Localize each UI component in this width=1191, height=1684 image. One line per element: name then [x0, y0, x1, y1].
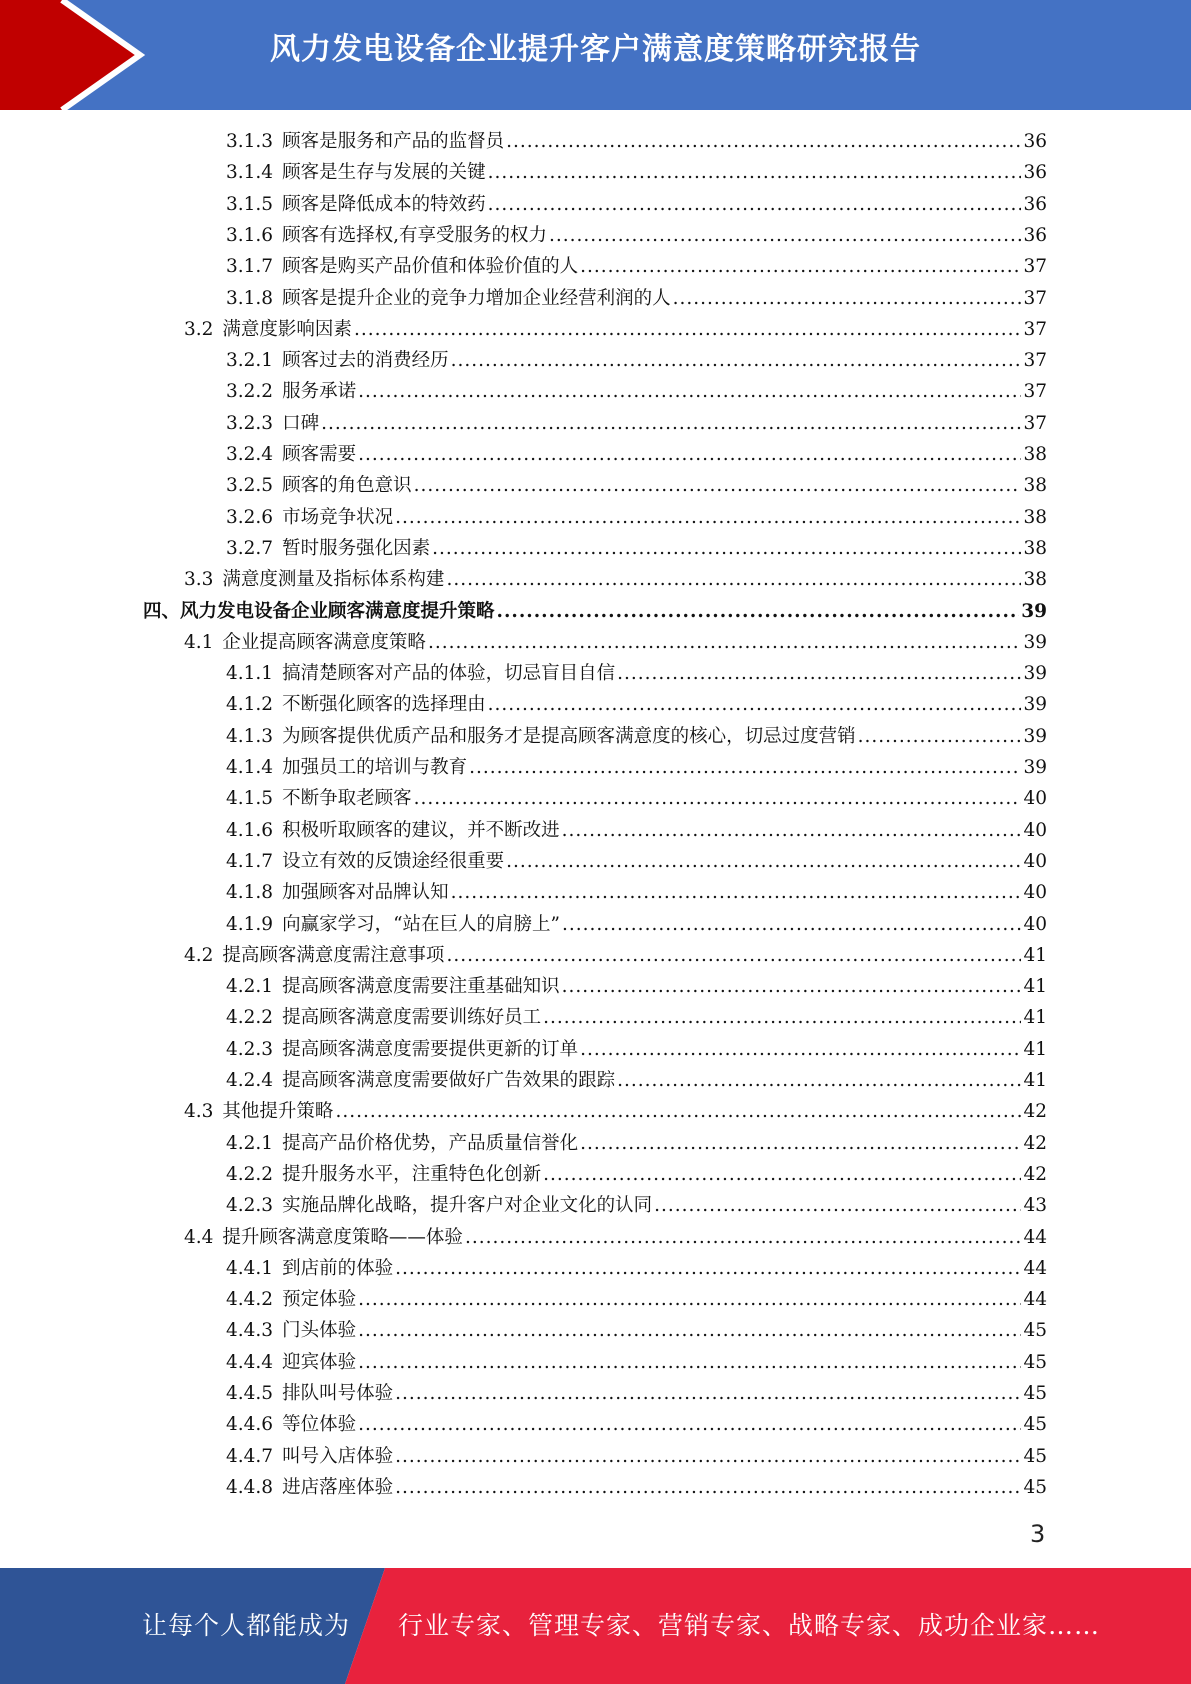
toc-entry[interactable] — [226, 502, 1047, 533]
toc-entry-number: 4.1.7 — [226, 850, 274, 872]
toc-entry[interactable] — [226, 1034, 1047, 1065]
toc-entry-number: 4.1.9 — [226, 913, 274, 935]
toc-entry[interactable] — [226, 846, 1047, 877]
toc-entry-page: 40 — [1023, 850, 1047, 872]
toc-entry[interactable] — [184, 940, 1047, 971]
toc-dot-leader — [549, 220, 1021, 251]
toc-entry-page: 42 — [1023, 1163, 1047, 1185]
toc-entry-title: 四、风力发电设备企业顾客满意度提升策略 — [143, 600, 495, 622]
toc-entry-page: 41 — [1023, 976, 1047, 998]
toc-entry[interactable] — [184, 627, 1047, 658]
toc-entry-number: 3.2.7 — [226, 537, 274, 559]
toc-dot-leader — [358, 439, 1021, 470]
toc-entry-page: 37 — [1023, 412, 1047, 434]
toc-dot-leader — [580, 251, 1021, 282]
toc-entry-title: 企业提高顾客满意度策略 — [222, 631, 426, 653]
toc-entry-page: 44 — [1023, 1257, 1047, 1279]
toc-entry-page: 40 — [1023, 819, 1047, 841]
toc-entry[interactable] — [184, 1222, 1047, 1253]
toc-dot-leader — [488, 689, 1022, 720]
toc-entry-page: 37 — [1023, 256, 1047, 278]
toc-dot-leader — [673, 283, 1022, 314]
toc-entry-number: 4.2.2 — [226, 1163, 274, 1185]
toc-dot-leader — [358, 1315, 1021, 1346]
toc-entry[interactable] — [226, 408, 1047, 439]
toc-entry[interactable] — [226, 689, 1047, 720]
toc-entry[interactable] — [226, 1315, 1047, 1346]
toc-entry-page: 39 — [1023, 725, 1047, 747]
toc-entry-page: 38 — [1023, 569, 1047, 591]
toc-entry-title: 加强员工的培训与教育 — [282, 757, 468, 778]
toc-entry-number: 4.4.1 — [226, 1257, 274, 1279]
toc-dot-leader — [395, 1472, 1021, 1503]
toc-entry-number: 4.1.8 — [226, 882, 274, 904]
toc-entry-title: 不断争取老顾客 — [282, 788, 412, 810]
toc-entry-number: 3.1.5 — [226, 193, 274, 215]
toc-entry-number: 3.2.1 — [226, 350, 274, 372]
toc-entry-title: 顾客的角色意识 — [282, 475, 412, 497]
toc-entry-number: 4.2.3 — [226, 1038, 274, 1060]
toc-entry-number: 3.2.4 — [226, 444, 274, 465]
toc-dot-leader — [432, 533, 1021, 564]
toc-dot-leader — [358, 376, 1021, 407]
toc-entry[interactable] — [226, 1347, 1047, 1378]
toc-entry-page: 41 — [1023, 1038, 1047, 1060]
toc-entry-page: 39 — [1023, 757, 1047, 778]
toc-entry-page: 44 — [1023, 1289, 1047, 1311]
toc-entry[interactable] — [184, 1096, 1047, 1127]
toc-entry-title: 提高顾客满意度需要训练好员工 — [282, 1007, 542, 1029]
toc-entry-number: 4.2.2 — [226, 1007, 274, 1029]
toc-entry-page: 40 — [1023, 913, 1047, 935]
toc-entry-title: 提高顾客满意度需注意事项 — [222, 944, 445, 966]
toc-entry[interactable] — [226, 470, 1047, 501]
toc-entry-page: 37 — [1023, 350, 1047, 372]
toc-dot-leader — [506, 846, 1021, 877]
toc-dot-leader — [414, 470, 1022, 501]
toc-dot-leader — [395, 1441, 1021, 1472]
toc-entry[interactable] — [226, 283, 1047, 314]
toc-entry[interactable] — [226, 1441, 1047, 1472]
toc-entry-page: 36 — [1023, 162, 1047, 184]
toc-entry-page: 45 — [1023, 1414, 1047, 1436]
toc-entry-title: 不断强化顾客的选择理由 — [282, 694, 486, 716]
toc-dot-leader — [469, 752, 1021, 783]
report-title: 风力发电设备企业提升客户满意度策略研究报告 — [270, 32, 921, 67]
toc-entry-number: 3.2.3 — [226, 412, 274, 434]
toc-entry-page: 39 — [1023, 663, 1047, 685]
toc-entry-title: 顾客需要 — [282, 444, 357, 465]
toc-entry-title: 实施品牌化战略，提升客户对企业文化的认同 — [282, 1195, 653, 1217]
toc-entry-page: 40 — [1023, 788, 1047, 810]
toc-dot-leader — [506, 126, 1021, 157]
toc-entry-page: 41 — [1023, 1070, 1047, 1091]
toc-entry-number: 4.2.4 — [226, 1070, 274, 1091]
toc-dot-leader — [358, 1284, 1021, 1315]
toc-entry-page: 39 — [1023, 631, 1047, 653]
toc-entry-title: 满意度影响因素 — [222, 318, 352, 340]
toc-entry-title: 满意度测量及指标体系构建 — [222, 569, 445, 591]
toc-dot-leader — [617, 658, 1021, 689]
toc-entry-page: 42 — [1023, 1101, 1047, 1123]
toc-entry-page: 36 — [1023, 131, 1047, 152]
toc-entry-title: 搞清楚顾客对产品的体验，切忌盲目自信 — [282, 663, 616, 685]
toc-entry-number: 4.1.4 — [226, 757, 274, 778]
toc-entry[interactable] — [226, 1190, 1047, 1221]
toc-entry-number: 4.4.3 — [226, 1320, 274, 1342]
toc-dot-leader — [358, 1347, 1021, 1378]
toc-dot-leader — [446, 940, 1021, 971]
footer-slogan-right: 行业专家、管理专家、营销专家、战略专家、成功企业家…… — [398, 1611, 1101, 1640]
toc-entry-title: 顾客是服务和产品的监督员 — [282, 131, 505, 152]
toc-entry-title: 迎宾体验 — [282, 1351, 357, 1373]
toc-entry-title: 顾客过去的消费经历 — [282, 350, 449, 372]
toc-entry[interactable] — [226, 909, 1047, 940]
toc-entry[interactable] — [143, 596, 1047, 627]
toc-entry-page: 39 — [1021, 600, 1047, 622]
toc-dot-leader — [488, 189, 1022, 220]
toc-entry-title: 进店落座体验 — [282, 1476, 394, 1498]
toc-entry-page: 42 — [1023, 1132, 1047, 1154]
toc-dot-leader — [428, 627, 1022, 658]
toc-entry[interactable] — [226, 1378, 1047, 1409]
toc-dot-leader — [446, 564, 1021, 595]
page-number: 3 — [1030, 1520, 1046, 1548]
toc-entry-title: 提高顾客满意度需要注重基础知识 — [282, 976, 560, 998]
toc-entry-page: 45 — [1023, 1476, 1047, 1498]
toc-entry-page: 38 — [1023, 506, 1047, 528]
toc-entry-page: 43 — [1023, 1195, 1047, 1217]
toc-entry-number: 3.3 — [184, 569, 214, 591]
toc-entry-page: 45 — [1023, 1351, 1047, 1373]
toc-entry-page: 45 — [1023, 1445, 1047, 1467]
toc-entry[interactable] — [226, 752, 1047, 783]
toc-entry-title: 排队叫号体验 — [282, 1383, 394, 1404]
toc-dot-leader — [354, 314, 1022, 345]
toc-entry-number: 3.2.6 — [226, 506, 274, 528]
toc-dot-leader — [451, 345, 1022, 376]
toc-entry[interactable] — [226, 658, 1047, 689]
toc-entry-title: 其他提升策略 — [222, 1101, 334, 1123]
toc-dot-leader — [562, 909, 1021, 940]
toc-entry[interactable] — [226, 439, 1047, 470]
toc-entry[interactable] — [226, 251, 1047, 282]
toc-entry-title: 顾客是降低成本的特效药 — [282, 193, 486, 215]
toc-entry[interactable] — [226, 1472, 1047, 1503]
toc-entry[interactable] — [226, 157, 1047, 188]
toc-entry-number: 4.2.1 — [226, 1132, 274, 1154]
toc-entry-number: 3.2.2 — [226, 381, 274, 403]
toc-entry[interactable] — [184, 314, 1047, 345]
toc-dot-leader — [451, 877, 1022, 908]
toc-entry-title: 为顾客提供优质产品和服务才是提高顾客满意度的核心，切忌过度营销 — [282, 725, 856, 747]
toc-dot-leader — [465, 1222, 1022, 1253]
toc-entry[interactable] — [226, 1002, 1047, 1033]
toc-entry-number: 3.1.8 — [226, 287, 274, 309]
toc-entry-title: 向赢家学习，“站在巨人的肩膀上” — [282, 913, 560, 935]
toc-entry-page: 41 — [1023, 944, 1047, 966]
toc-entry-number: 3.1.4 — [226, 162, 274, 184]
toc-dot-leader — [858, 721, 1022, 752]
toc-dot-leader — [562, 815, 1022, 846]
toc-dot-leader — [654, 1190, 1021, 1221]
toc-entry-number: 3.2.5 — [226, 475, 274, 497]
toc-entry-title: 叫号入店体验 — [282, 1445, 394, 1467]
toc-entry-page: 40 — [1023, 882, 1047, 904]
toc-entry-number: 3.1.7 — [226, 256, 274, 278]
toc-entry-page: 38 — [1023, 475, 1047, 497]
toc-entry-title: 提高产品价格优势，产品质量信誉化 — [282, 1132, 579, 1154]
toc-entry-title: 市场竞争状况 — [282, 506, 394, 528]
toc-entry-number: 4.1.3 — [226, 725, 274, 747]
toc-entry-title: 提高顾客满意度需要提供更新的订单 — [282, 1038, 579, 1060]
toc-entry-title: 顾客有选择权,有享受服务的权力 — [282, 224, 547, 246]
toc-entry-page: 39 — [1023, 694, 1047, 716]
toc-entry[interactable] — [226, 126, 1047, 157]
toc-entry-number: 4.4.7 — [226, 1445, 274, 1467]
page-header — [0, 0, 1191, 110]
toc-dot-leader — [580, 1128, 1021, 1159]
toc-entry[interactable] — [226, 533, 1047, 564]
toc-entry-title: 顾客是购买产品价值和体验价值的人 — [282, 256, 579, 278]
toc-dot-leader — [543, 1002, 1021, 1033]
chevron-arrow-icon — [0, 0, 160, 110]
toc-entry-page: 45 — [1023, 1383, 1047, 1404]
toc-entry[interactable] — [226, 783, 1047, 814]
toc-entry[interactable] — [226, 189, 1047, 220]
toc-entry-page: 38 — [1023, 444, 1047, 465]
toc-entry-number: 4.2.3 — [226, 1195, 274, 1217]
toc-dot-leader — [580, 1034, 1021, 1065]
toc-entry-number: 3.1.3 — [226, 131, 274, 152]
toc-entry-page: 38 — [1023, 537, 1047, 559]
toc-entry-title: 服务承诺 — [282, 381, 357, 403]
toc-entry-page: 37 — [1023, 287, 1047, 309]
toc-dot-leader — [543, 1159, 1021, 1190]
toc-entry[interactable] — [226, 1284, 1047, 1315]
toc-entry-number: 4.4 — [184, 1226, 214, 1248]
toc-entry-number: 4.1 — [184, 631, 214, 653]
toc-entry[interactable] — [226, 721, 1047, 752]
toc-entry-title: 提升顾客满意度策略——体验 — [222, 1226, 463, 1248]
toc-dot-leader — [395, 502, 1021, 533]
toc-entry-number: 3.1.6 — [226, 224, 274, 246]
toc-entry[interactable] — [226, 877, 1047, 908]
toc-dot-leader — [617, 1065, 1021, 1096]
toc-entry-title: 等位体验 — [282, 1414, 357, 1436]
toc-entry-number: 4.4.2 — [226, 1289, 274, 1311]
toc-entry-title: 顾客是提升企业的竞争力增加企业经营利润的人 — [282, 287, 671, 309]
toc-entry-title: 设立有效的反馈途经很重要 — [282, 850, 505, 872]
toc-entry-number: 4.4.5 — [226, 1383, 274, 1404]
toc-entry[interactable] — [226, 815, 1047, 846]
toc-entry-title: 暂时服务强化因素 — [282, 537, 431, 559]
toc-entry[interactable] — [226, 376, 1047, 407]
toc-entry-title: 提高顾客满意度需要做好广告效果的跟踪 — [282, 1070, 616, 1091]
toc-entry-title: 积极听取顾客的建议，并不断改进 — [282, 819, 560, 841]
toc-entry-number: 4.1.6 — [226, 819, 274, 841]
toc-dot-leader — [358, 1409, 1021, 1440]
footer-slogan-left: 让每个人都能成为 — [142, 1611, 351, 1640]
toc-entry-page: 45 — [1023, 1320, 1047, 1342]
toc-entry-page: 36 — [1023, 193, 1047, 215]
toc-entry-number: 4.1.5 — [226, 788, 274, 810]
toc-entry[interactable] — [226, 1409, 1047, 1440]
toc-entry-page: 37 — [1023, 381, 1047, 403]
toc-entry[interactable] — [226, 1128, 1047, 1159]
page-footer — [0, 1568, 1191, 1684]
toc-entry-title: 提升服务水平，注重特色化创新 — [282, 1163, 542, 1185]
toc-entry-title: 到店前的体验 — [282, 1257, 394, 1279]
toc-entry-title: 口碑 — [282, 412, 320, 434]
toc-entry-number: 4.4.8 — [226, 1476, 274, 1498]
toc-entry-number: 4.3 — [184, 1101, 214, 1123]
toc-entry-title: 预定体验 — [282, 1289, 357, 1311]
toc-dot-leader — [321, 408, 1021, 439]
toc-entry-page: 37 — [1023, 318, 1047, 340]
toc-entry-number: 4.1.2 — [226, 694, 274, 716]
toc-entry[interactable] — [226, 1065, 1047, 1096]
toc-entry[interactable] — [226, 1159, 1047, 1190]
toc-dot-leader — [414, 783, 1022, 814]
toc-dot-leader — [395, 1378, 1021, 1409]
toc-entry-number: 4.1.1 — [226, 663, 274, 685]
toc-dot-leader — [395, 1253, 1021, 1284]
toc-entry-page: 41 — [1023, 1007, 1047, 1029]
toc-entry-number: 4.2 — [184, 944, 214, 966]
toc-entry-number: 3.2 — [184, 318, 214, 340]
toc-dot-leader — [562, 971, 1022, 1002]
toc-dot-leader — [488, 157, 1022, 188]
toc-entry-title: 门头体验 — [282, 1320, 357, 1342]
toc-entry[interactable] — [184, 564, 1047, 595]
toc-entry-number: 4.4.4 — [226, 1351, 274, 1373]
toc-dot-leader — [497, 596, 1020, 627]
toc-entry-number: 4.2.1 — [226, 976, 274, 998]
toc-entry-title: 加强顾客对品牌认知 — [282, 882, 449, 904]
toc-entry-page: 36 — [1023, 224, 1047, 246]
toc-entry-number: 4.4.6 — [226, 1414, 274, 1436]
toc-entry[interactable] — [226, 345, 1047, 376]
toc-entry-page: 44 — [1023, 1226, 1047, 1248]
toc-entry[interactable] — [226, 220, 1047, 251]
toc-entry-title: 顾客是生存与发展的关键 — [282, 162, 486, 184]
toc-entry[interactable] — [226, 971, 1047, 1002]
toc-entry[interactable] — [226, 1253, 1047, 1284]
toc-dot-leader — [335, 1096, 1021, 1127]
